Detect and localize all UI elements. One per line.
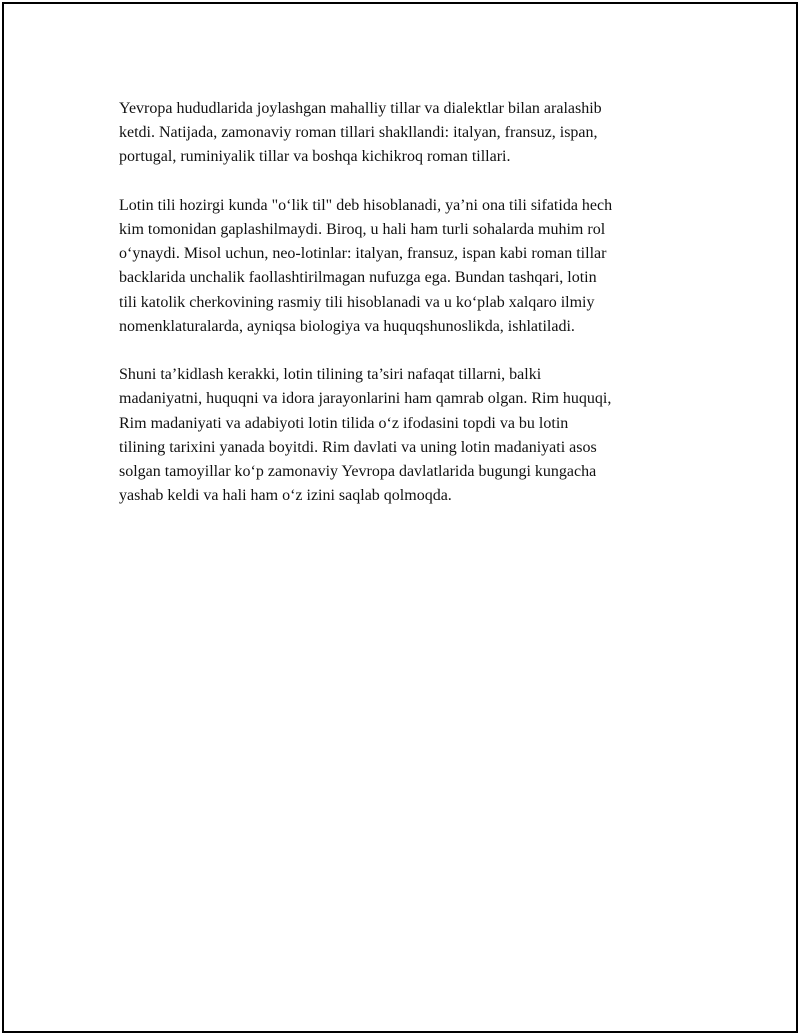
document-body — [119, 97, 699, 508]
text-line: Shuni ta’kidlash kerakki, lotin tilining ta’siri nafaqat tillarni, balki — [119, 366, 542, 384]
text-line: nomenklaturalarda, ayniqsa biologiya va huquqshunoslikda, ishlatiladi. — [119, 317, 575, 335]
text-line: tili katolik cherkovining rasmiy tili hisoblanadi va u ko‘plab xalqaro ilmiy — [119, 293, 595, 311]
text-line: madaniyatni, huquqni va idora jarayonlarini ham qamrab olgan. Rim huquqi, — [119, 390, 612, 408]
text-line: ketdi. Natijada, zamonaviy roman tillari shakllandi: italyan, fransuz, ispan, — [119, 124, 598, 142]
paragraph-3 — [119, 363, 699, 508]
text-line: solgan tamoyillar ko‘p zamonaviy Yevropa davlatlarida bugungi kungacha — [119, 463, 597, 481]
text-line: tilining tarixini yanada boyitdi. Rim davlati va uning lotin madaniyati asos — [119, 438, 597, 456]
text-line: yashab keldi va hali ham o‘z izini saqlab qolmoqda. — [119, 487, 452, 505]
text-line: kim tomonidan gaplashilmaydi. Biroq, u hali ham turli sohalarda muhim rol — [119, 221, 606, 238]
paragraph-2 — [119, 194, 699, 339]
text-line: Rim madaniyati va adabiyoti lotin tilida o‘z ifodasini topdi va bu lotin — [119, 414, 569, 432]
text-line: Lotin tili hozirgi kunda "o‘lik til" deb hisoblanadi, ya’ni ona tili sifatida hech — [119, 196, 613, 214]
text-line: backlarida unchalik faollashtirilmagan nufuzga ega. Bundan tashqari, lotin — [119, 269, 597, 287]
text-line: o‘ynaydi. Misol uchun, neo-lotinlar: italyan, fransuz, ispan kabi roman tillar — [119, 245, 607, 263]
document-page — [2, 2, 798, 1033]
paragraph-1 — [119, 97, 699, 170]
text-line: portugal, ruminiyalik tillar va boshqa kichikroq roman tillari. — [119, 148, 511, 166]
text-line: Yevropa hududlarida joylashgan mahalliy tillar va dialektlar bilan aralashib — [119, 100, 602, 117]
